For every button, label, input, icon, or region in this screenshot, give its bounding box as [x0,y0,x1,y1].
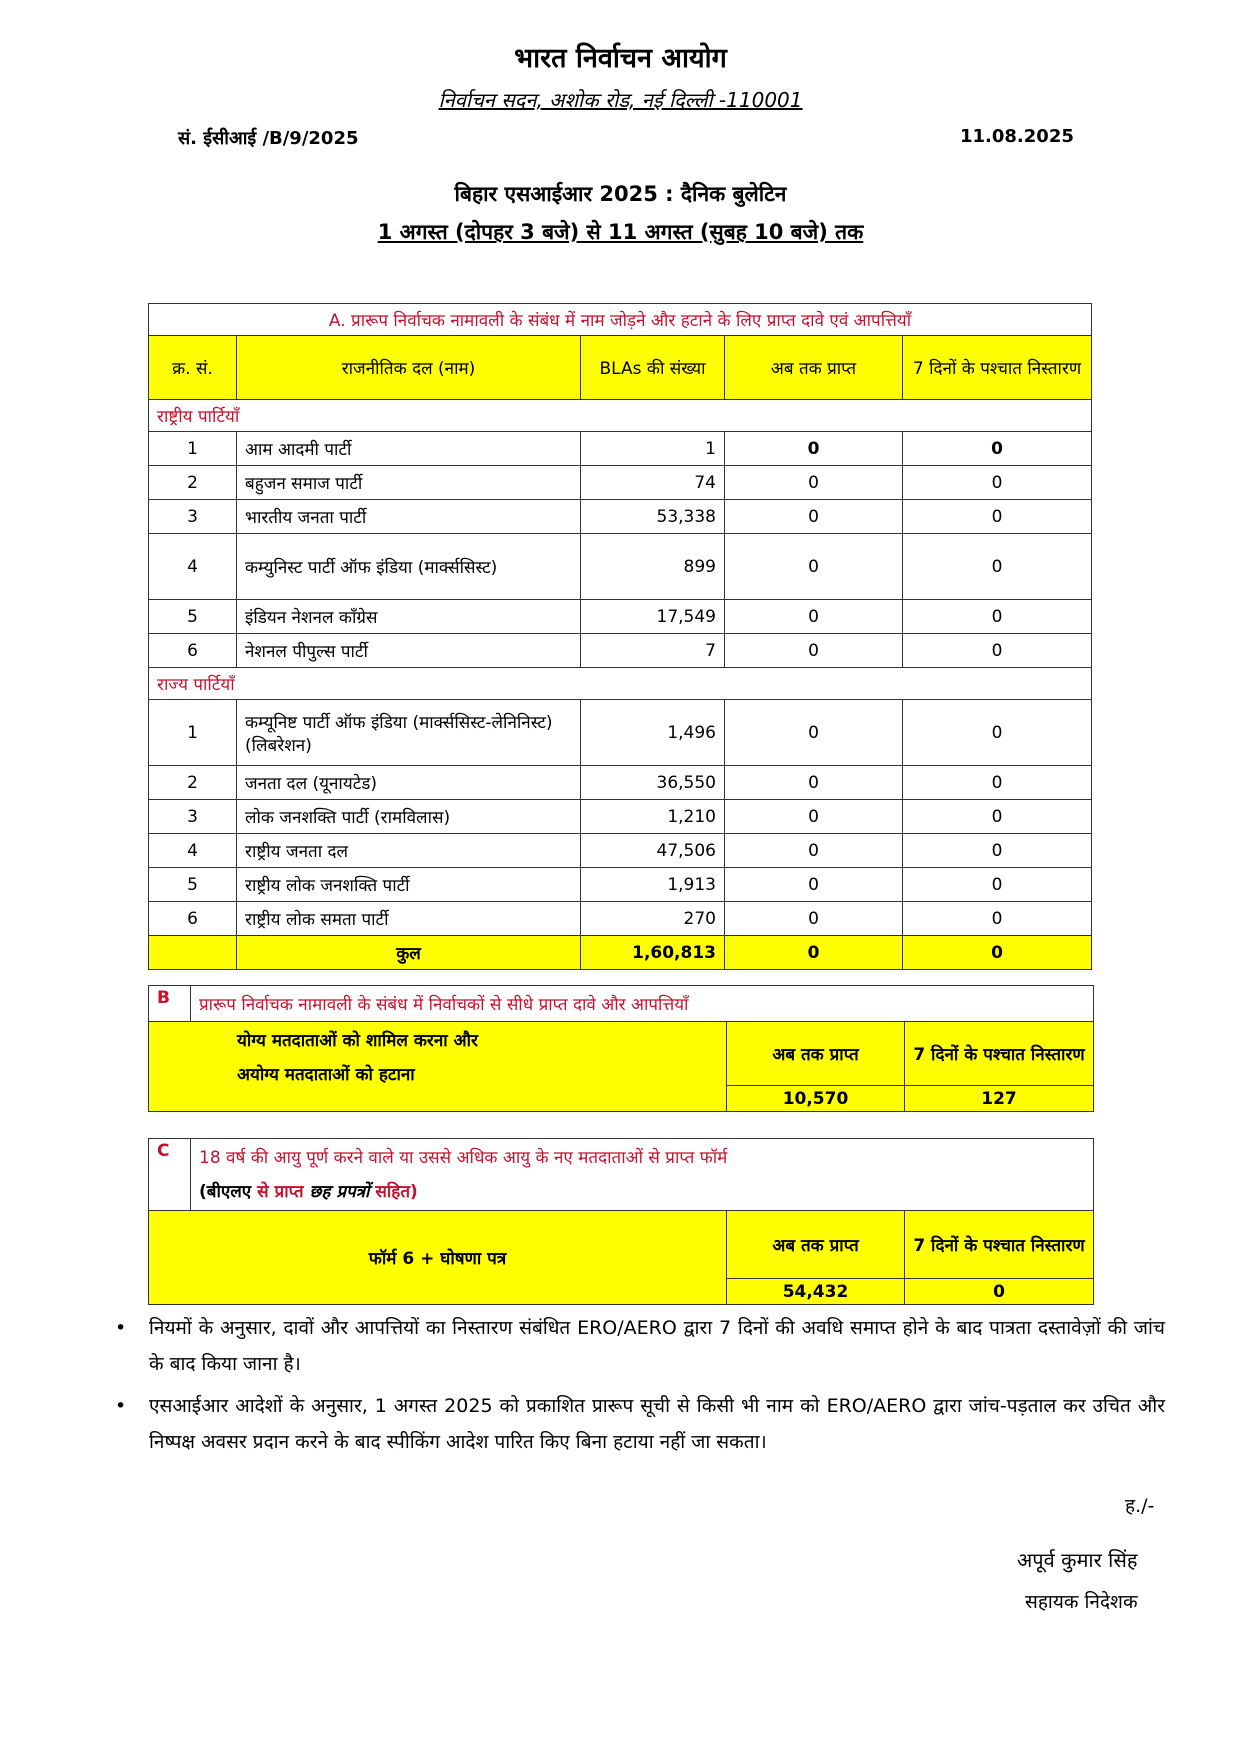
row-received: 0 [725,700,903,766]
table-b-col-disposed: 7 दिनों के पश्चात निस्तारण [905,1022,1094,1086]
table-a-party-claims [148,303,1092,970]
total-received: 0 [725,936,903,970]
bullet: • [115,1317,127,1339]
address-text: निर्वाचन सदन, अशोक रोड, नई दिल्ली [438,88,713,112]
row-sno: 3 [149,500,237,534]
list-item [115,1388,1165,1460]
note-text: नियमों के अनुसार, दावों और आपत्तियों का निस्तारण संबंधित ERO/AERO द्वारा 7 दिनों की अवधि समाप्त होने के बाद पात्रता दस्तावेज़ों की जांच के बाद किया जाना है। [149,1317,1165,1375]
document-date: 11.08.2025 [960,126,1074,147]
row-blas: 53,338 [581,500,725,534]
row-sno: 6 [149,902,237,936]
table-c-tag: C [149,1139,191,1211]
row-party-name: भारतीय जनता पार्टी [237,500,581,534]
total-label: कुल [237,936,581,970]
row-sno: 2 [149,466,237,500]
row-received: 0 [725,600,903,634]
table-b-description [149,1022,727,1112]
row-party-name: राष्ट्रीय लोक समता पार्टी [237,902,581,936]
row-sno: 5 [149,600,237,634]
office-address [0,86,1241,113]
row-received: 0 [725,868,903,902]
row-disposed: 0 [903,432,1092,466]
row-received: 0 [725,834,903,868]
row-sno: 4 [149,834,237,868]
row-blas: 1 [581,432,725,466]
table-c-disposed-value: 0 [905,1279,1094,1305]
table-row [149,834,1092,868]
table-c-heading: 18 वर्ष की आयु पूर्ण करने वाले या उससे अधिक आयु के नए मतदाताओं से प्राप्त फॉर्म [199,1147,728,1168]
row-disposed: 0 [903,834,1092,868]
sub-mid: से प्राप्त [257,1181,304,1202]
row-sno: 2 [149,766,237,800]
row-received: 0 [725,500,903,534]
table-row [149,634,1092,668]
table-row [149,902,1092,936]
signature-mark: ह./- [1125,1495,1155,1517]
row-sno: 5 [149,868,237,902]
signatory-designation: सहायक निदेशक [1025,1591,1138,1613]
row-received: 0 [725,634,903,668]
row-blas: 899 [581,534,725,600]
table-row [149,534,1092,600]
row-blas: 270 [581,902,725,936]
table-b-received-value: 10,570 [727,1086,905,1112]
row-disposed: 0 [903,700,1092,766]
row-disposed: 0 [903,534,1092,600]
row-received: 0 [725,902,903,936]
row-disposed: 0 [903,800,1092,834]
row-party-name: इंडियन नेशनल काँग्रेस [237,600,581,634]
row-sno: 4 [149,534,237,600]
table-b-direct-claims [148,985,1094,1112]
section-label-state: राज्य पार्टियाँ [149,668,1092,700]
row-disposed: 0 [903,766,1092,800]
page-title: भारत निर्वाचन आयोग [514,43,727,74]
row-received: 0 [725,534,903,600]
col-header-received: अब तक प्राप्त [725,336,903,400]
row-blas: 7 [581,634,725,668]
address-pin: -110001 [712,88,803,112]
row-blas: 17,549 [581,600,725,634]
table-b-tag: B [149,986,191,1022]
col-header-disposed: 7 दिनों के पश्चात निस्तारण [903,336,1092,400]
col-header-blas: BLAs की संख्या [581,336,725,400]
row-received: 0 [725,800,903,834]
table-b-heading: प्रारूप निर्वाचक नामावली के संबंध में निर्वाचकों से सीधे प्राप्त दावे और आपत्तियाँ [191,986,1094,1022]
row-received: 0 [725,432,903,466]
row-party-name: जनता दल (यूनायटेड) [237,766,581,800]
row-sno: 1 [149,432,237,466]
bullet: • [115,1395,127,1417]
table-row [149,800,1092,834]
row-sno: 1 [149,700,237,766]
sub-italic: छह प्रपत्रों [303,1181,376,1202]
col-header-party: राजनीतिक दल (नाम) [237,336,581,400]
table-c-subheading [199,1175,1085,1209]
total-empty-cell [149,936,237,970]
table-c-description: फॉर्म 6 + घोषणा पत्र [149,1211,727,1305]
total-blas: 1,60,813 [581,936,725,970]
row-blas: 1,496 [581,700,725,766]
sub-close: सहित) [375,1181,418,1202]
table-c-received-value: 54,432 [727,1279,905,1305]
row-disposed: 0 [903,902,1092,936]
row-party-name: राष्ट्रीय जनता दल [237,834,581,868]
table-b-col-received: अब तक प्राप्त [727,1022,905,1086]
row-disposed: 0 [903,600,1092,634]
row-disposed: 0 [903,634,1092,668]
row-disposed: 0 [903,466,1092,500]
row-party-name: नेशनल पीपुल्स पार्टी [237,634,581,668]
total-row [149,936,1092,970]
row-blas: 36,550 [581,766,725,800]
row-received: 0 [725,766,903,800]
row-party-name: राष्ट्रीय लोक जनशक्ति पार्टी [237,868,581,902]
bulletin-title: बिहार एसआईआर 2025 : दैनिक बुलेटिन [454,182,787,206]
total-disposed: 0 [903,936,1092,970]
table-b-desc-line1: योग्य मतदाताओं को शामिल करना और [237,1031,478,1051]
table-c-new-voter-forms [148,1138,1094,1305]
note-text: एसआईआर आदेशों के अनुसार, 1 अगस्त 2025 को प्रकाशित प्रारूप सूची से किसी भी नाम को ERO/AERO द्वारा जांच-पड़ताल कर उचित और निष्पक्ष अवसर प्रदान करने के बाद स्पीकिंग आदेश पारित किए बिना हटाया नहीं जा सकता। [149,1395,1165,1453]
row-disposed: 0 [903,868,1092,902]
table-row [149,766,1092,800]
table-b-desc-line2: अयोग्य मतदाताओं को हटाना [237,1065,415,1085]
table-row [149,600,1092,634]
section-label-national: राष्ट्रीय पार्टियाँ [149,400,1092,432]
list-item [115,1310,1165,1382]
row-party-name: आम आदमी पार्टी [237,432,581,466]
row-blas: 47,506 [581,834,725,868]
row-sno: 6 [149,634,237,668]
table-c-col-received: अब तक प्राप्त [727,1211,905,1279]
bulletin-period: 1 अगस्त (दोपहर 3 बजे) से 11 अगस्त (सुबह 10 बजे) तक [377,220,864,244]
row-blas: 1,210 [581,800,725,834]
sub-open: (बीएलए [199,1181,258,1202]
table-row [149,432,1092,466]
reference-number: सं. ईसीआई /B/9/2025 [178,128,359,149]
table-a-heading: A. प्रारूप निर्वाचक नामावली के संबंध में नाम जोड़ने और हटाने के लिए प्राप्त दावे एवं आपत्तियाँ [149,304,1092,336]
signatory-name: अपूर्व कुमार सिंह [1017,1548,1138,1572]
row-blas: 74 [581,466,725,500]
row-party-name: लोक जनशक्ति पार्टी (रामविलास) [237,800,581,834]
row-party-name: कम्यूनिष्ट पार्टी ऑफ इंडिया (मार्क्ससिस्ट-लेनिनिस्ट) (लिबरेशन) [237,700,581,766]
table-row [149,466,1092,500]
table-c-col-disposed: 7 दिनों के पश्चात निस्तारण [905,1211,1094,1279]
row-sno: 3 [149,800,237,834]
table-row [149,868,1092,902]
table-c-heading-cell [191,1139,1094,1211]
row-blas: 1,913 [581,868,725,902]
row-party-name: बहुजन समाज पार्टी [237,466,581,500]
notes-list [115,1310,1165,1466]
table-row [149,500,1092,534]
col-header-sno: क्र. सं. [149,336,237,400]
table-row [149,700,1092,766]
table-b-disposed-value: 127 [905,1086,1094,1112]
row-received: 0 [725,466,903,500]
row-disposed: 0 [903,500,1092,534]
row-party-name: कम्युनिस्ट पार्टी ऑफ इंडिया (मार्क्ससिस्ट) [237,534,581,600]
